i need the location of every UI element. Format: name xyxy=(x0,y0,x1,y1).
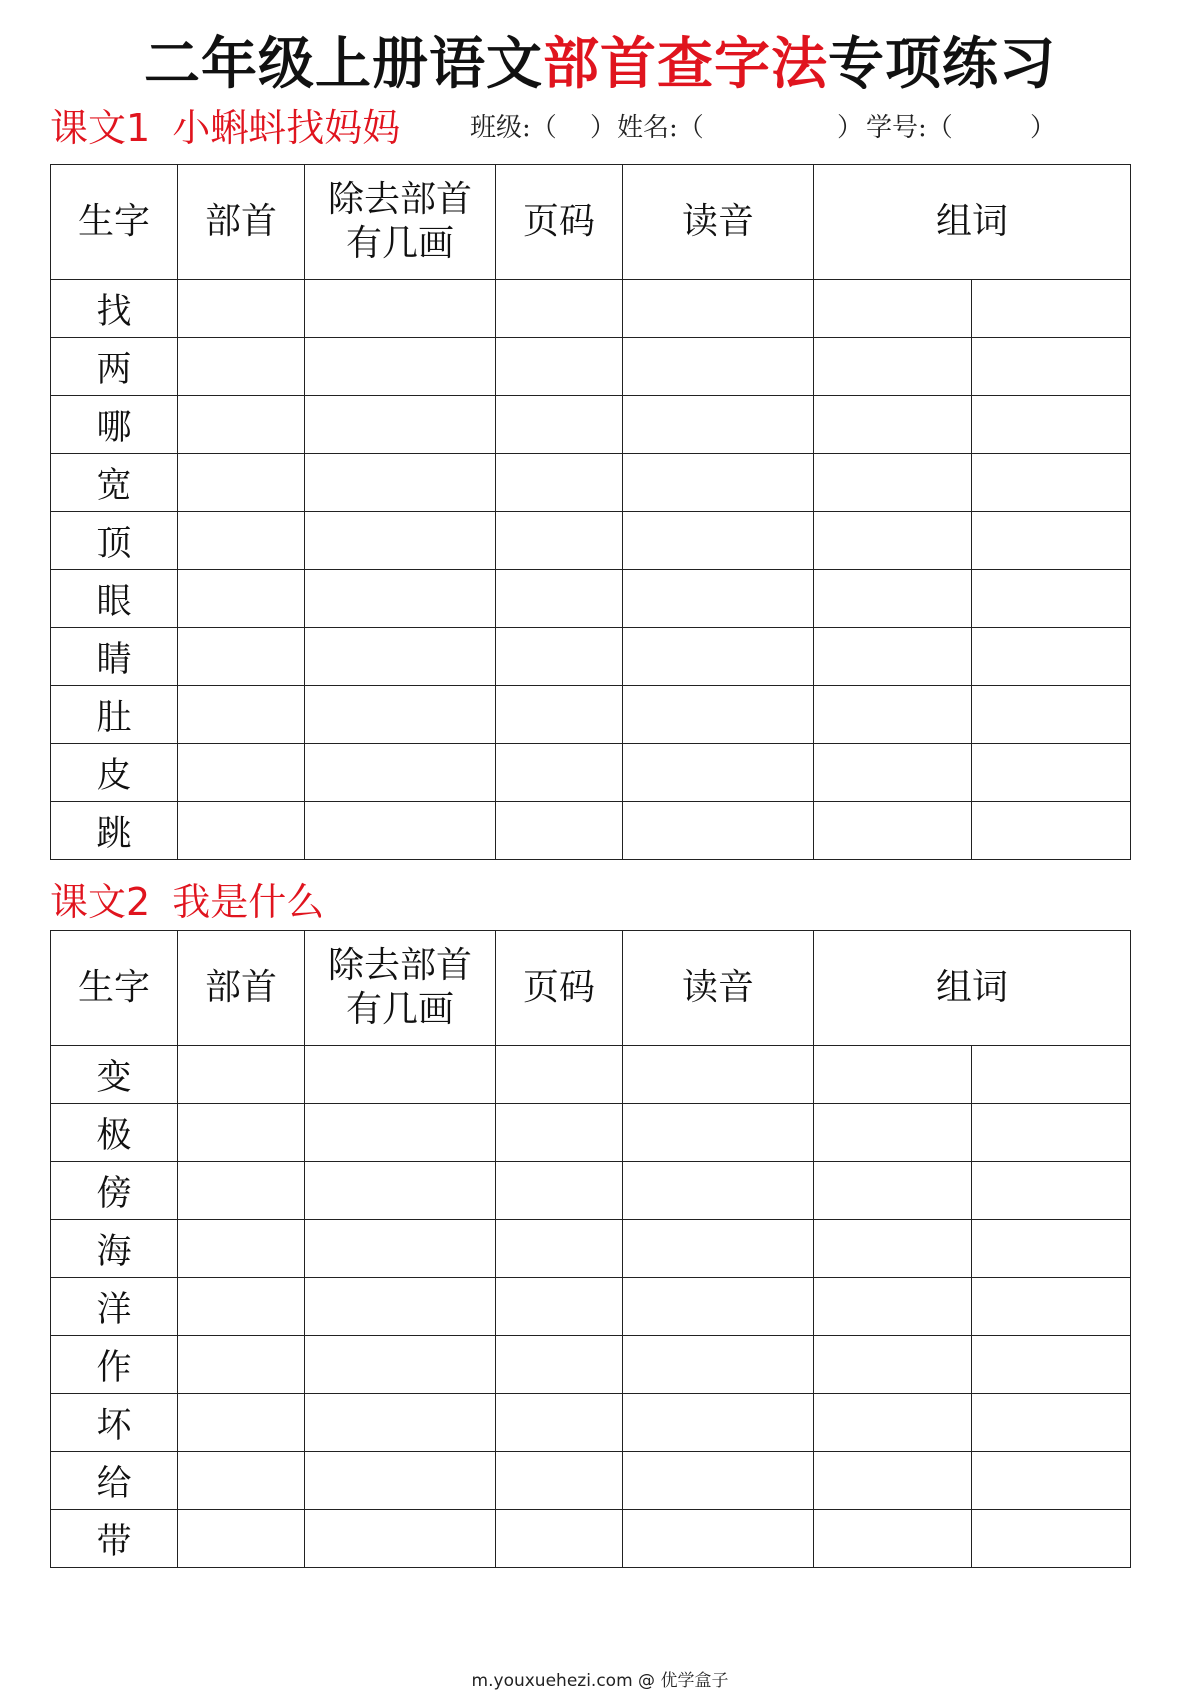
pronunciation-cell[interactable] xyxy=(623,396,814,454)
word-cell-1[interactable] xyxy=(814,338,972,396)
pronunciation-cell[interactable] xyxy=(623,1394,814,1452)
pronunciation-cell[interactable] xyxy=(623,454,814,512)
table-row xyxy=(51,628,1131,686)
word-cell-1[interactable] xyxy=(814,802,972,860)
strokes-cell[interactable] xyxy=(305,802,496,860)
table-row xyxy=(51,1220,1131,1278)
pronunciation-cell[interactable] xyxy=(623,280,814,338)
page-cell[interactable] xyxy=(496,454,623,512)
character-cell: 皮 xyxy=(51,744,178,802)
strokes-cell[interactable] xyxy=(305,1336,496,1394)
strokes-cell[interactable] xyxy=(305,1162,496,1220)
lesson-1-table xyxy=(50,164,1131,860)
word-cell-1[interactable] xyxy=(814,686,972,744)
header-words: 组词 xyxy=(814,931,1131,1046)
pronunciation-cell[interactable] xyxy=(623,802,814,860)
lesson-2-name: 我是什么 xyxy=(172,880,325,924)
table-row xyxy=(51,512,1131,570)
word-cell-2[interactable] xyxy=(972,454,1131,512)
lesson-1-name: 小蝌蚪找妈妈 xyxy=(172,106,401,150)
table-row xyxy=(51,280,1131,338)
radical-cell[interactable] xyxy=(178,1452,305,1510)
character-cell: 眼 xyxy=(51,570,178,628)
word-cell-2[interactable] xyxy=(972,744,1131,802)
title-part2: 专项练习 xyxy=(828,32,1056,97)
word-cell-1[interactable] xyxy=(814,628,972,686)
radical-cell[interactable] xyxy=(178,1162,305,1220)
name-field-close: ） xyxy=(837,113,864,143)
radical-cell[interactable] xyxy=(178,744,305,802)
radical-cell[interactable] xyxy=(178,1104,305,1162)
page-cell[interactable] xyxy=(496,280,623,338)
word-cell-1[interactable] xyxy=(814,1162,972,1220)
word-cell-2[interactable] xyxy=(972,1220,1131,1278)
strokes-cell[interactable] xyxy=(305,628,496,686)
page-cell[interactable] xyxy=(496,1162,623,1220)
word-cell-2[interactable] xyxy=(972,1336,1131,1394)
pronunciation-cell[interactable] xyxy=(623,1162,814,1220)
page-cell[interactable] xyxy=(496,512,623,570)
table-row xyxy=(51,1104,1131,1162)
table-row xyxy=(51,1162,1131,1220)
pronunciation-cell[interactable] xyxy=(623,1104,814,1162)
page-cell[interactable] xyxy=(496,338,623,396)
header-character: 生字 xyxy=(51,165,178,280)
word-cell-2[interactable] xyxy=(972,338,1131,396)
pronunciation-cell[interactable] xyxy=(623,1510,814,1568)
page-cell[interactable] xyxy=(496,570,623,628)
word-cell-2[interactable] xyxy=(972,280,1131,338)
class-field[interactable]: 班级:（ xyxy=(470,113,557,143)
word-cell-1[interactable] xyxy=(814,1278,972,1336)
radical-cell[interactable] xyxy=(178,1336,305,1394)
pronunciation-cell[interactable] xyxy=(623,628,814,686)
word-cell-1[interactable] xyxy=(814,454,972,512)
page-cell[interactable] xyxy=(496,802,623,860)
page-cell[interactable] xyxy=(496,1278,623,1336)
pronunciation-cell[interactable] xyxy=(623,1220,814,1278)
table-header-row xyxy=(51,931,1131,1046)
word-cell-2[interactable] xyxy=(972,512,1131,570)
character-cell: 肚 xyxy=(51,686,178,744)
header-page: 页码 xyxy=(496,165,623,280)
strokes-cell[interactable] xyxy=(305,1452,496,1510)
page-cell[interactable] xyxy=(496,1510,623,1568)
pronunciation-cell[interactable] xyxy=(623,338,814,396)
table-row xyxy=(51,1278,1131,1336)
table-row xyxy=(51,454,1131,512)
table-row xyxy=(51,396,1131,454)
table-row xyxy=(51,802,1131,860)
page-cell[interactable] xyxy=(496,1220,623,1278)
lesson-2-table xyxy=(50,930,1131,1568)
radical-cell[interactable] xyxy=(178,512,305,570)
radical-cell[interactable] xyxy=(178,570,305,628)
strokes-cell[interactable] xyxy=(305,1104,496,1162)
table-header-row xyxy=(51,165,1131,280)
strokes-cell[interactable] xyxy=(305,1510,496,1568)
header-pronunciation: 读音 xyxy=(623,165,814,280)
radical-cell[interactable] xyxy=(178,1278,305,1336)
strokes-cell[interactable] xyxy=(305,280,496,338)
table-row xyxy=(51,338,1131,396)
radical-cell[interactable] xyxy=(178,1394,305,1452)
radical-cell[interactable] xyxy=(178,280,305,338)
class-label: 班级: xyxy=(470,113,531,143)
radical-cell[interactable] xyxy=(178,1046,305,1104)
pronunciation-cell[interactable] xyxy=(623,570,814,628)
name-label: 姓名: xyxy=(617,113,678,143)
character-cell: 变 xyxy=(51,1046,178,1104)
character-cell: 极 xyxy=(51,1104,178,1162)
word-cell-1[interactable] xyxy=(814,1220,972,1278)
page-cell[interactable] xyxy=(496,396,623,454)
word-cell-2[interactable] xyxy=(972,1394,1131,1452)
page-cell[interactable] xyxy=(496,1104,623,1162)
word-cell-1[interactable] xyxy=(814,570,972,628)
character-cell: 带 xyxy=(51,1510,178,1568)
table-row xyxy=(51,744,1131,802)
word-cell-2[interactable] xyxy=(972,1278,1131,1336)
name-field[interactable]: 姓名:（ xyxy=(617,113,704,143)
strokes-cell[interactable] xyxy=(305,1220,496,1278)
character-cell: 坏 xyxy=(51,1394,178,1452)
header-pronunciation: 读音 xyxy=(623,931,814,1046)
pronunciation-cell[interactable] xyxy=(623,1336,814,1394)
character-cell: 作 xyxy=(51,1336,178,1394)
lesson-1-header xyxy=(50,102,1150,154)
header-radical: 部首 xyxy=(178,165,305,280)
character-cell: 跳 xyxy=(51,802,178,860)
word-cell-1[interactable] xyxy=(814,1046,972,1104)
word-cell-1[interactable] xyxy=(814,396,972,454)
character-cell: 海 xyxy=(51,1220,178,1278)
radical-cell[interactable] xyxy=(178,338,305,396)
word-cell-1[interactable] xyxy=(814,1104,972,1162)
number-label: 学号: xyxy=(866,113,927,143)
character-cell: 傍 xyxy=(51,1162,178,1220)
number-field-close: ） xyxy=(1030,113,1057,143)
word-cell-1[interactable] xyxy=(814,744,972,802)
radical-cell[interactable] xyxy=(178,1220,305,1278)
strokes-cell[interactable] xyxy=(305,338,496,396)
word-cell-2[interactable] xyxy=(972,570,1131,628)
radical-cell[interactable] xyxy=(178,396,305,454)
table-row xyxy=(51,686,1131,744)
title-part1: 二年级上册语文 xyxy=(144,32,543,97)
lesson-2-header xyxy=(50,876,1150,928)
header-page: 页码 xyxy=(496,931,623,1046)
page-cell[interactable] xyxy=(496,1336,623,1394)
strokes-cell[interactable] xyxy=(305,570,496,628)
character-cell: 给 xyxy=(51,1452,178,1510)
word-cell-1[interactable] xyxy=(814,512,972,570)
pronunciation-cell[interactable] xyxy=(623,744,814,802)
word-cell-1[interactable] xyxy=(814,1510,972,1568)
table-row xyxy=(51,570,1131,628)
strokes-cell[interactable] xyxy=(305,1394,496,1452)
table-row xyxy=(51,1394,1131,1452)
page-cell[interactable] xyxy=(496,686,623,744)
word-cell-2[interactable] xyxy=(972,1104,1131,1162)
class-field-close: ） xyxy=(590,113,617,143)
strokes-cell[interactable] xyxy=(305,1278,496,1336)
pronunciation-cell[interactable] xyxy=(623,512,814,570)
strokes-cell[interactable] xyxy=(305,686,496,744)
word-cell-2[interactable] xyxy=(972,1162,1131,1220)
pronunciation-cell[interactable] xyxy=(623,1046,814,1104)
header-character: 生字 xyxy=(51,931,178,1046)
strokes-cell[interactable] xyxy=(305,396,496,454)
radical-cell[interactable] xyxy=(178,1510,305,1568)
character-cell: 洋 xyxy=(51,1278,178,1336)
page-cell[interactable] xyxy=(496,1394,623,1452)
character-cell: 两 xyxy=(51,338,178,396)
table-row xyxy=(51,1046,1131,1104)
character-cell: 睛 xyxy=(51,628,178,686)
word-cell-1[interactable] xyxy=(814,280,972,338)
header-strokes: 除去部首 有几画 xyxy=(305,165,496,280)
table-row xyxy=(51,1452,1131,1510)
strokes-cell[interactable] xyxy=(305,454,496,512)
lesson-2-number: 课文2 xyxy=(50,880,151,924)
page-cell[interactable] xyxy=(496,628,623,686)
page-cell[interactable] xyxy=(496,1452,623,1510)
strokes-cell[interactable] xyxy=(305,512,496,570)
word-cell-1[interactable] xyxy=(814,1452,972,1510)
word-cell-1[interactable] xyxy=(814,1394,972,1452)
radical-cell[interactable] xyxy=(178,686,305,744)
word-cell-2[interactable] xyxy=(972,802,1131,860)
radical-cell[interactable] xyxy=(178,454,305,512)
word-cell-2[interactable] xyxy=(972,396,1131,454)
word-cell-1[interactable] xyxy=(814,1336,972,1394)
character-cell: 顶 xyxy=(51,512,178,570)
footer-watermark: m.youxuehezi.com @ 优学盒子 xyxy=(471,1671,729,1691)
word-cell-2[interactable] xyxy=(972,686,1131,744)
header-strokes: 除去部首 有几画 xyxy=(305,931,496,1046)
word-cell-2[interactable] xyxy=(972,1046,1131,1104)
word-cell-2[interactable] xyxy=(972,1510,1131,1568)
page-cell[interactable] xyxy=(496,744,623,802)
strokes-cell[interactable] xyxy=(305,1046,496,1104)
header-radical: 部首 xyxy=(178,931,305,1046)
radical-cell[interactable] xyxy=(178,802,305,860)
word-cell-2[interactable] xyxy=(972,1452,1131,1510)
word-cell-2[interactable] xyxy=(972,628,1131,686)
lesson-2-title xyxy=(50,876,324,928)
strokes-cell[interactable] xyxy=(305,744,496,802)
pronunciation-cell[interactable] xyxy=(623,1452,814,1510)
table-row xyxy=(51,1336,1131,1394)
pronunciation-cell[interactable] xyxy=(623,1278,814,1336)
character-cell: 宽 xyxy=(51,454,178,512)
lesson-1-number: 课文1 xyxy=(50,106,151,150)
page-title xyxy=(0,30,1200,100)
character-cell: 哪 xyxy=(51,396,178,454)
header-words: 组词 xyxy=(814,165,1131,280)
character-cell: 找 xyxy=(51,280,178,338)
radical-cell[interactable] xyxy=(178,628,305,686)
lesson-1-title xyxy=(50,102,400,154)
number-field[interactable]: 学号:（ xyxy=(866,113,953,143)
page-cell[interactable] xyxy=(496,1046,623,1104)
table-row xyxy=(51,1510,1131,1568)
pronunciation-cell[interactable] xyxy=(623,686,814,744)
title-highlight: 部首查字法 xyxy=(543,32,828,97)
